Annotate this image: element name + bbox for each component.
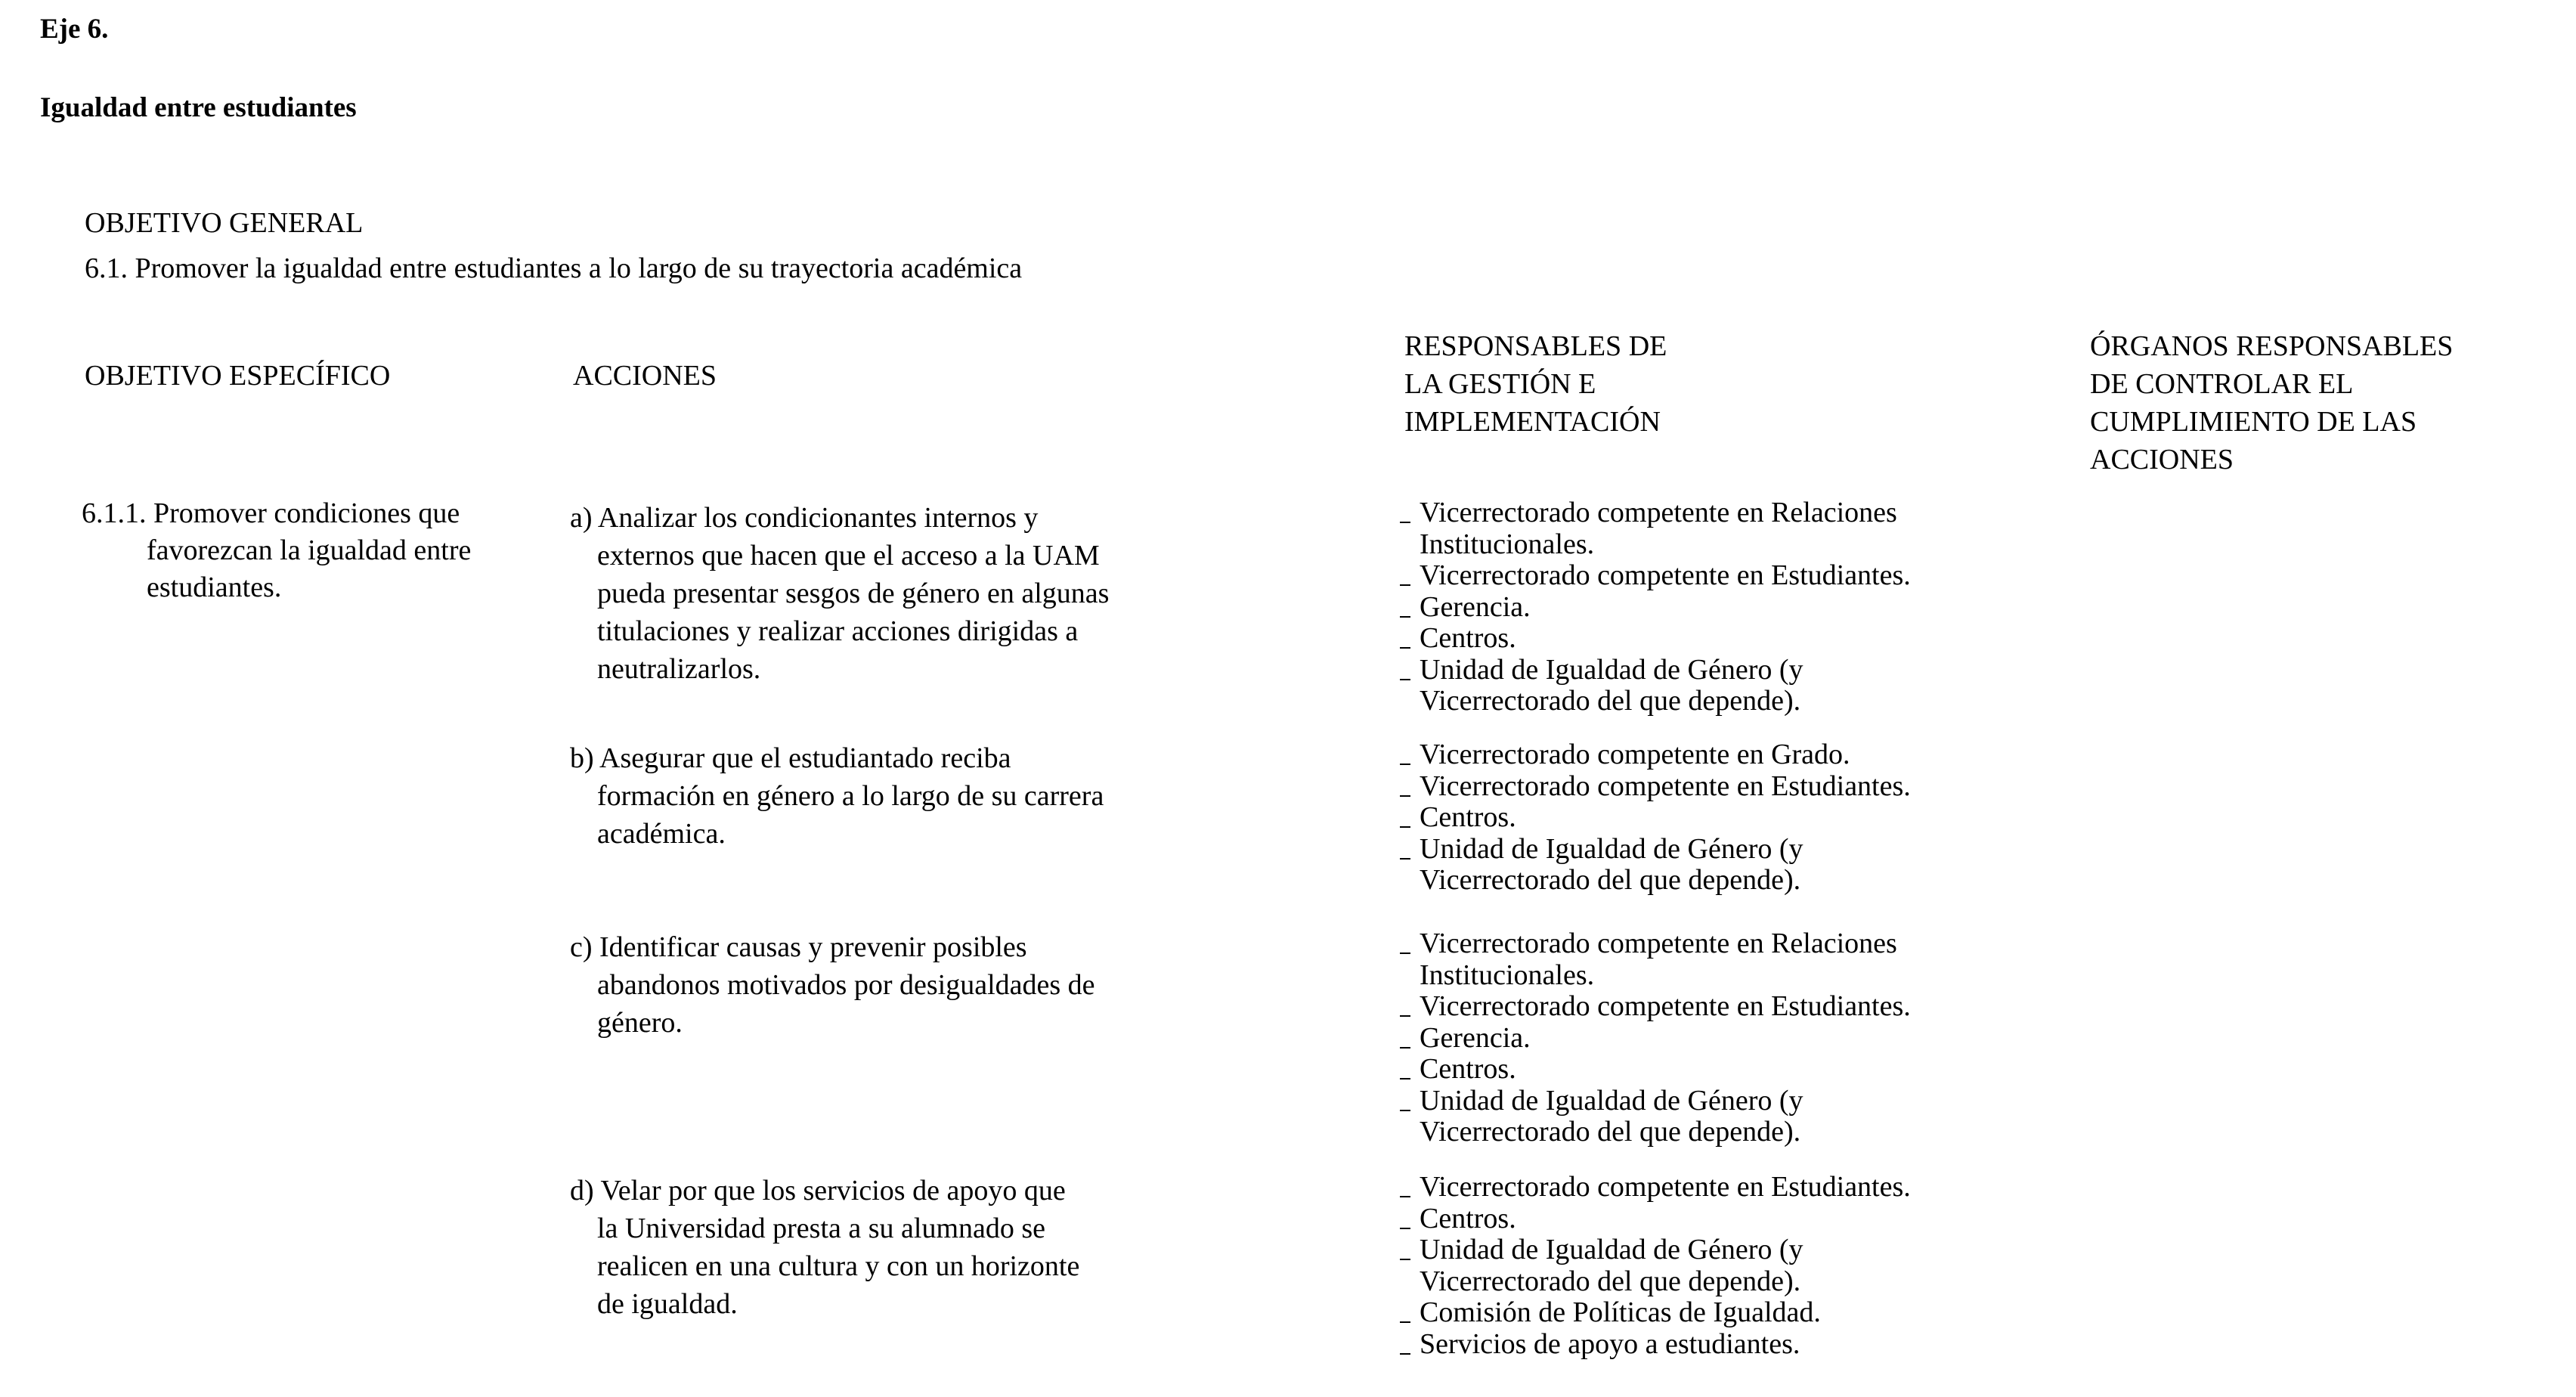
list-item xyxy=(1400,928,2020,991)
text-line: Vicerrectorado competente en Relaciones xyxy=(1420,928,1897,959)
list-item xyxy=(1400,1203,2020,1235)
column-header-actions: ACCIONES xyxy=(573,360,717,392)
text-line: Vicerrectorado del que depende). xyxy=(1420,1265,1801,1297)
text-line: de igualdad. xyxy=(597,1288,738,1320)
action-b xyxy=(570,739,1160,853)
list-item xyxy=(1400,991,2020,1023)
responsibles-list-b xyxy=(1400,739,2020,897)
header-line: CUMPLIMIENTO DE LAS xyxy=(2090,406,2417,438)
text-line: Institucionales. xyxy=(1420,528,1595,560)
list-item xyxy=(1400,1023,2020,1055)
list-item xyxy=(1400,771,2020,803)
text-line: d) Velar por que los servicios de apoyo que xyxy=(570,1175,1066,1206)
text-line: Vicerrectorado competente en Grado. xyxy=(1420,739,1850,770)
list-item xyxy=(1400,592,2020,624)
text-line: Gerencia. xyxy=(1420,590,1531,623)
text-line: neutralizarlos. xyxy=(597,653,761,685)
list-item xyxy=(1400,1086,2020,1148)
text-line: Centros. xyxy=(1420,1202,1516,1234)
general-objective-text: 6.1. Promover la igualdad entre estudiantes a lo largo de su trayectoria académica xyxy=(85,252,1023,284)
text-line: Vicerrectorado competente en Estudiantes. xyxy=(1420,1171,1911,1203)
text-line: externos que hacen que el acceso a la UAM xyxy=(597,540,1100,572)
text-line: Vicerrectorado del que depende). xyxy=(1420,685,1801,717)
column-header-control-bodies xyxy=(2090,327,2543,479)
text-line: Unidad de Igualdad de Género (y xyxy=(1420,832,1804,865)
text-line: favorezcan la igualdad entre xyxy=(147,534,472,566)
list-item xyxy=(1400,1329,2020,1361)
text-line: Vicerrectorado competente en Estudiantes. xyxy=(1420,770,1911,802)
header-line: DE CONTROLAR EL xyxy=(2090,368,2354,400)
header-line: LA GESTIÓN E xyxy=(1404,368,1596,400)
text-line: Unidad de Igualdad de Género (y xyxy=(1420,653,1804,686)
list-item xyxy=(1400,497,2020,560)
text-line: abandonos motivados por desigualdades de xyxy=(597,969,1095,1001)
list-item xyxy=(1400,1172,2020,1203)
text-line: Vicerrectorado competente en Relaciones xyxy=(1420,497,1897,528)
list-item xyxy=(1400,623,2020,655)
text-line: Vicerrectorado competente en Estudiantes. xyxy=(1420,990,1911,1022)
text-line: a) Analizar los condicionantes internos y xyxy=(570,502,1039,534)
text-line: género. xyxy=(597,1007,683,1039)
text-line: Centros. xyxy=(1420,622,1516,654)
text-line: 6.1.1. Promover condiciones que xyxy=(82,497,460,529)
axis-subtitle: Igualdad entre estudiantes xyxy=(40,92,357,123)
list-item xyxy=(1400,739,2020,771)
text-line: formación en género a lo largo de su carrera xyxy=(597,780,1104,812)
header-line: ACCIONES xyxy=(2090,444,2234,475)
header-line: ÓRGANOS RESPONSABLES xyxy=(2090,330,2454,362)
text-line: Vicerrectorado del que depende). xyxy=(1420,1116,1801,1148)
action-d xyxy=(570,1172,1160,1323)
text-line: estudiantes. xyxy=(147,572,282,603)
specific-objective xyxy=(82,495,535,606)
text-line: b) Asegurar que el estudiantado reciba xyxy=(570,742,1011,774)
text-line: la Universidad presta a su alumnado se xyxy=(597,1213,1046,1244)
text-line: Unidad de Igualdad de Género (y xyxy=(1420,1084,1804,1117)
text-line: Vicerrectorado competente en Estudiantes. xyxy=(1420,559,1911,591)
text-line: Unidad de Igualdad de Género (y xyxy=(1420,1234,1804,1265)
list-item xyxy=(1400,655,2020,717)
text-line: Servicios de apoyo a estudiantes. xyxy=(1420,1327,1800,1360)
list-item xyxy=(1400,1054,2020,1086)
general-objective-label: OBJETIVO GENERAL xyxy=(85,207,364,239)
action-c xyxy=(570,928,1160,1042)
text-line: Vicerrectorado del que depende). xyxy=(1420,864,1801,896)
text-line: Centros. xyxy=(1420,1053,1516,1085)
list-item xyxy=(1400,1234,2020,1297)
text-line: Gerencia. xyxy=(1420,1021,1531,1054)
text-line: Centros. xyxy=(1420,801,1516,833)
text-line: realicen en una cultura y con un horizonte xyxy=(597,1250,1080,1282)
responsibles-list-c xyxy=(1400,928,2020,1148)
text-line: Comisión de Políticas de Igualdad. xyxy=(1420,1296,1821,1328)
header-line: RESPONSABLES DE xyxy=(1404,330,1667,362)
axis-title: Eje 6. xyxy=(40,14,109,45)
text-line: académica. xyxy=(597,818,726,850)
list-item xyxy=(1400,1297,2020,1329)
text-line: titulaciones y realizar acciones dirigidas a xyxy=(597,615,1079,647)
action-a xyxy=(570,499,1160,688)
list-item xyxy=(1400,802,2020,834)
responsibles-list-a xyxy=(1400,497,2020,717)
column-header-responsibles xyxy=(1404,327,1782,441)
header-line: IMPLEMENTACIÓN xyxy=(1404,406,1661,438)
text-line: c) Identificar causas y prevenir posibles xyxy=(570,931,1027,963)
column-header-specific-objective: OBJETIVO ESPECÍFICO xyxy=(85,360,391,392)
text-line: pueda presentar sesgos de género en algunas xyxy=(597,578,1110,609)
responsibles-list-d xyxy=(1400,1172,2020,1360)
text-line: Institucionales. xyxy=(1420,959,1595,991)
list-item xyxy=(1400,834,2020,897)
list-item xyxy=(1400,560,2020,592)
